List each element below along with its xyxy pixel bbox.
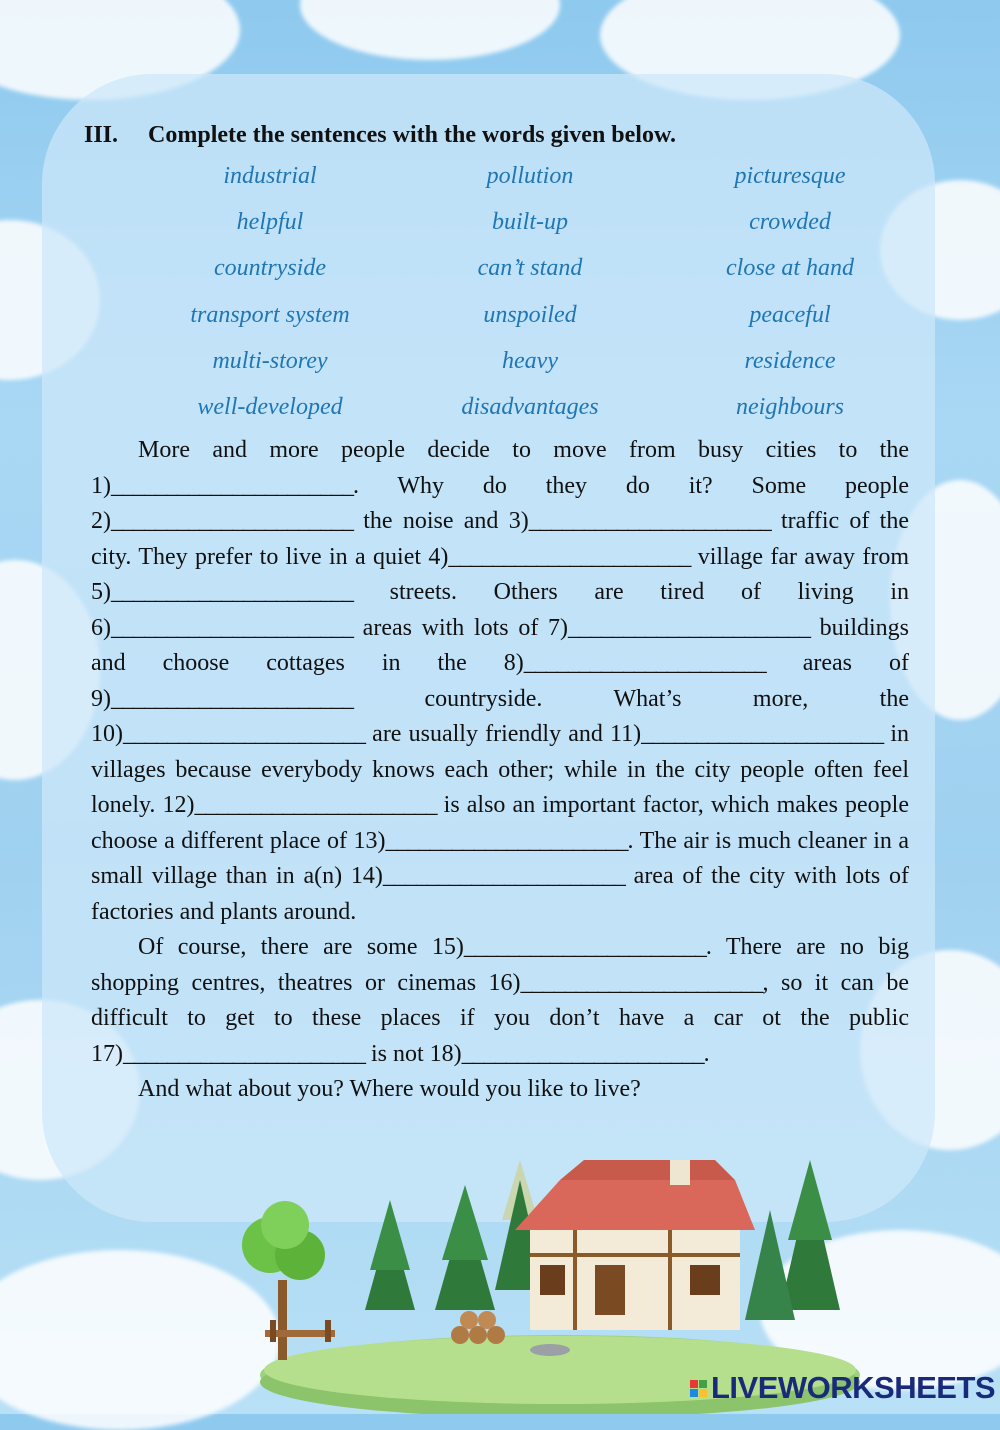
answer-blank-14[interactable]: ______________________ — [382, 863, 625, 889]
word-bank-item: neighbours — [736, 394, 844, 421]
word-bank-item: close at hand — [726, 255, 854, 282]
text-segment: area of the city with lots of factories and plants around. — [91, 863, 909, 925]
word-bank-item: residence — [744, 347, 836, 374]
text-segment: . Why do they do it? Some people 2) — [91, 472, 909, 534]
exercise-instruction: Complete the sentences with the words given below. — [148, 122, 676, 148]
text-segment: village far away from 5) — [91, 543, 909, 605]
text-segment: in villages because everybody knows each other; while in the city people often feel lonely. 12) — [91, 721, 910, 818]
word-bank-item: countryside — [214, 255, 326, 282]
word-bank-item: pollution — [486, 162, 574, 189]
answer-blank-9[interactable]: ______________________ — [111, 685, 353, 712]
word-bank-item: industrial — [223, 162, 317, 189]
text-segment: . The air is much cleaner in a small village than in a(n) 14) — [91, 827, 910, 889]
word-bank-item: built-up — [492, 208, 568, 235]
word-bank-row — [140, 292, 920, 338]
text-segment: traffic of the city. They prefer to live in a quiet 4) — [91, 508, 910, 570]
answer-blank-11[interactable]: ______________________ — [641, 721, 884, 747]
answer-blank-6[interactable]: ______________________ — [111, 614, 353, 641]
exercise-number: III. — [84, 122, 119, 148]
word-bank-item: multi-storey — [212, 347, 328, 374]
exercise-heading — [84, 122, 676, 149]
exercise-text — [91, 433, 909, 1108]
answer-blank-18[interactable]: ______________________ — [461, 1040, 704, 1067]
word-bank-item: well-developed — [197, 394, 343, 421]
text-segment: areas with lots of 7) — [353, 614, 568, 641]
paragraph-3: And what about you? Where would you like to live? — [138, 1076, 641, 1102]
word-bank — [140, 153, 920, 431]
paragraph-2 — [91, 930, 909, 1072]
word-bank-item: peaceful — [749, 301, 831, 328]
text-segment: the noise and 3) — [353, 508, 529, 534]
word-bank-item: disadvantages — [461, 394, 599, 421]
paragraph-1 — [91, 433, 909, 930]
answer-blank-15[interactable]: ______________________ — [463, 934, 706, 960]
text-segment: . — [703, 1040, 710, 1067]
word-bank-item: picturesque — [734, 162, 846, 189]
word-bank-row — [140, 199, 920, 245]
answer-blank-2[interactable]: ______________________ — [111, 508, 353, 534]
word-bank-item: can’t stand — [477, 255, 583, 282]
word-bank-item: unspoiled — [483, 301, 577, 328]
text-segment: , so it can be difficult to get to these places if you don’t have a car ot the public 17) — [91, 969, 909, 1067]
text-segment: More and more people decide to move from busy cities to the 1) — [91, 437, 909, 499]
text-segment: countryside. What’s more, the 10) — [91, 685, 909, 747]
logo-mark-icon — [690, 1380, 707, 1397]
word-bank-row — [140, 338, 920, 384]
text-segment: is also an important factor, which makes people choose a different place of 13) — [91, 792, 910, 854]
answer-blank-1[interactable]: ______________________ — [111, 472, 353, 499]
text-segment: buildings and choose cottages in the 8) — [91, 614, 909, 676]
answer-blank-17[interactable]: ______________________ — [123, 1040, 365, 1067]
answer-blank-7[interactable]: ______________________ — [567, 614, 810, 641]
text-segment: . There are no big shopping centres, theatres or cinemas 16) — [91, 934, 909, 996]
text-segment: is not 18) — [365, 1040, 462, 1067]
word-bank-item: helpful — [236, 208, 304, 235]
word-bank-row — [140, 384, 920, 430]
text-segment: streets. Others are tired of living in 6) — [91, 579, 909, 641]
answer-blank-13[interactable]: ______________________ — [385, 827, 628, 854]
logo-text: LIVEWORKSHEETS — [711, 1370, 996, 1405]
answer-blank-4[interactable]: ______________________ — [448, 543, 691, 570]
answer-blank-3[interactable]: ______________________ — [528, 508, 771, 534]
answer-blank-12[interactable]: ______________________ — [194, 792, 437, 818]
liveworksheets-logo — [690, 1370, 995, 1406]
word-bank-row — [140, 246, 920, 292]
word-bank-row — [140, 153, 920, 199]
answer-blank-5[interactable]: ______________________ — [111, 579, 353, 605]
word-bank-item: heavy — [502, 347, 558, 374]
word-bank-item: crowded — [749, 208, 831, 235]
answer-blank-10[interactable]: ______________________ — [123, 721, 365, 747]
text-segment: Of course, there are some 15) — [138, 934, 464, 960]
text-segment: are usually friendly and 11) — [365, 721, 642, 747]
word-bank-item: transport system — [190, 301, 350, 328]
answer-blank-16[interactable]: ______________________ — [520, 969, 763, 996]
answer-blank-8[interactable]: ______________________ — [523, 650, 766, 676]
text-segment: areas of 9) — [91, 650, 909, 712]
